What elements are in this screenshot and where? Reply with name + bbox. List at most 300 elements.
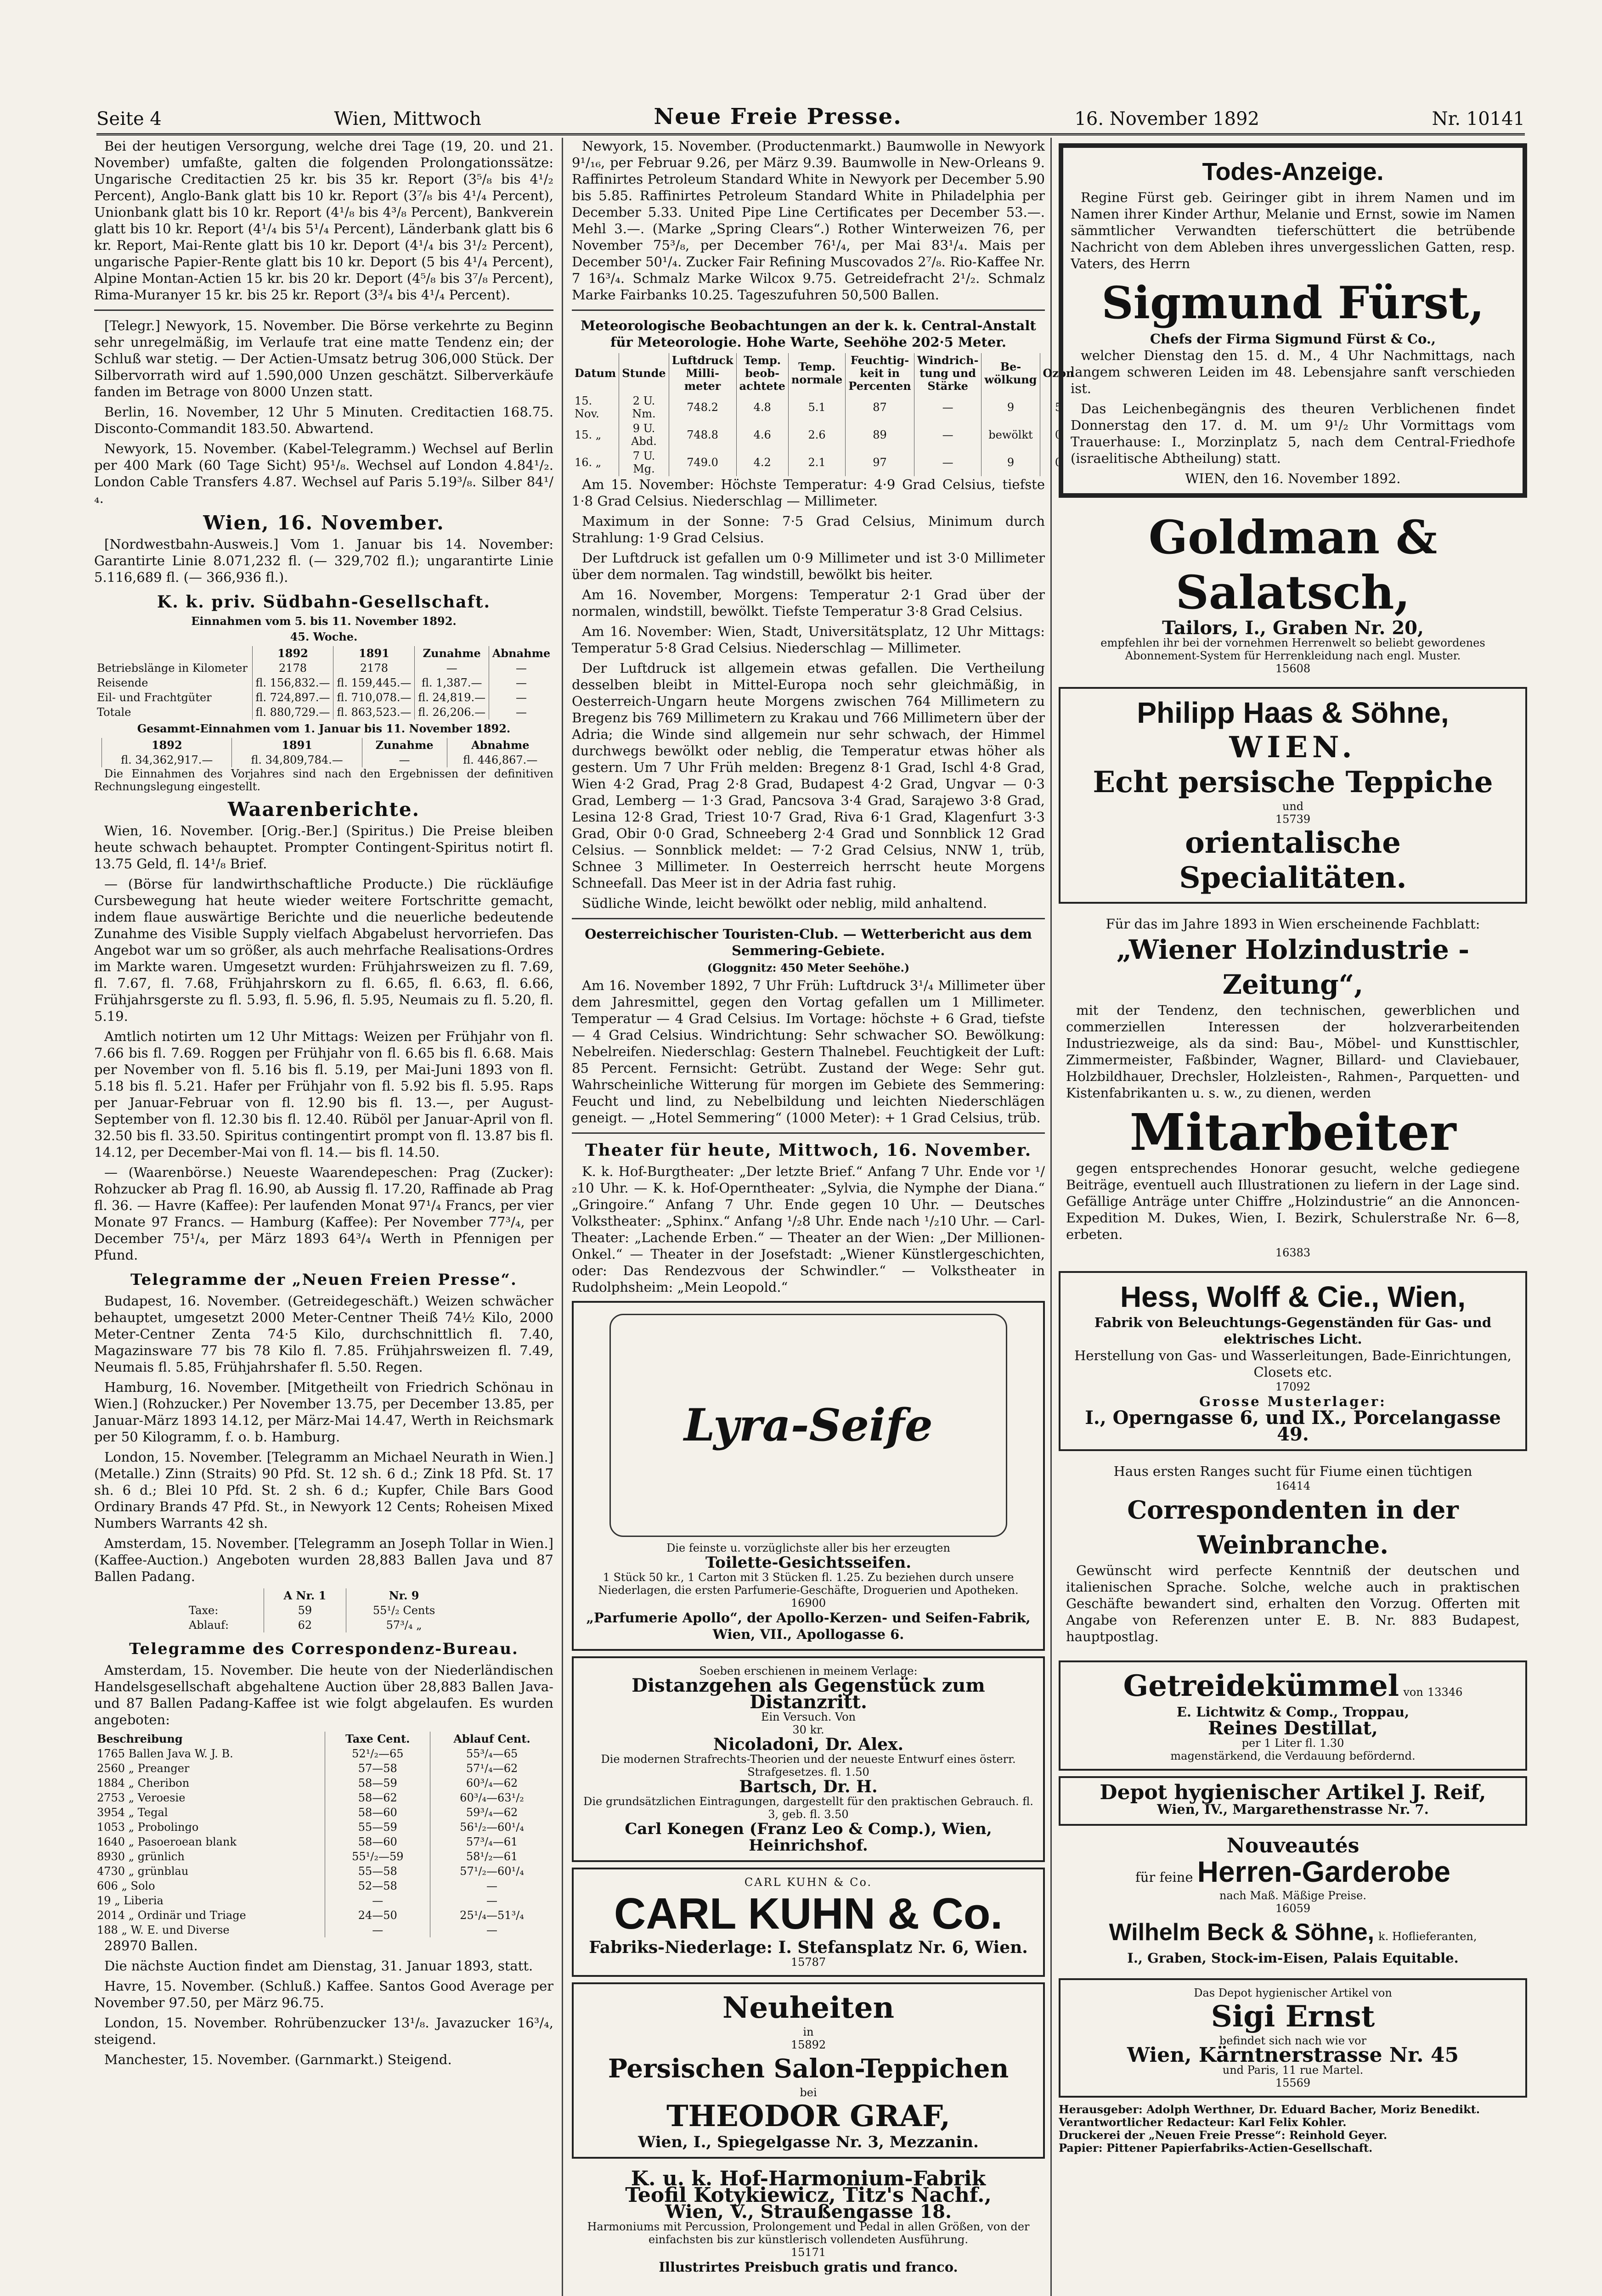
goldman-number: 15608 bbox=[1275, 662, 1311, 675]
newyork-cable-text: Newyork, 15. November. (Kabel-Telegramm.) Wechsel auf Berlin per 400 Mark (60 Tage Sicht) 95¹/₈. Wechsel auf London 4.84¹/₂. London Cable Transfers 4.87. Wechsel auf Paris 5.19³/₈. Silber 84¹/₄. bbox=[94, 441, 553, 506]
correspondenz-heading: Telegramme des Correspondenz-Bureau. bbox=[129, 1640, 519, 1658]
table-cell: 4.6 bbox=[736, 421, 788, 449]
beck-sub: nach Maß. Mäßige Preise. bbox=[1219, 1889, 1366, 1902]
graf-number: 15892 bbox=[790, 2038, 826, 2051]
table-cell: 5.1 bbox=[788, 394, 845, 421]
table-cell: Zunahme bbox=[362, 738, 447, 753]
table-cell: — bbox=[430, 1893, 553, 1908]
table-cell: Nr. 9 bbox=[346, 1588, 462, 1603]
table-cell: 55—59 bbox=[325, 1820, 430, 1835]
harm-foot: Illustrirtes Preisbuch gratis und franco. bbox=[659, 2259, 958, 2275]
table-header-row bbox=[572, 353, 1077, 394]
table-cell: 2560 „ Preanger bbox=[97, 1762, 190, 1775]
table-cell: 1053 „ Probolingo bbox=[97, 1821, 199, 1834]
table-cell: Temp. beob-achtete bbox=[736, 353, 788, 394]
lyra-brand: Lyra-Seife bbox=[684, 1399, 933, 1451]
ernst-paris: und Paris, 11 rue Martel. bbox=[1222, 2064, 1364, 2077]
table-cell: 2178 bbox=[333, 661, 415, 675]
table-row bbox=[94, 690, 553, 705]
table-row bbox=[94, 1879, 553, 1893]
graf-name: THEODOR GRAF, bbox=[666, 2099, 951, 2133]
table-cell: 60³/₄—63¹/₂ bbox=[430, 1790, 553, 1805]
beck-ad bbox=[1059, 1831, 1527, 1973]
table-cell: Totale bbox=[97, 706, 131, 719]
table-cell: 62 bbox=[264, 1618, 346, 1632]
table-cell: Stunde bbox=[619, 353, 669, 394]
touristen-sub: (Gloggnitz: 450 Meter Seehöhe.) bbox=[707, 961, 910, 974]
auction-total: 28970 Ballen. bbox=[104, 1938, 198, 1953]
weinbranche-ad bbox=[1059, 1457, 1527, 1655]
table-cell: 55¹/₂ Cents bbox=[346, 1603, 462, 1618]
table-header-row bbox=[94, 646, 553, 661]
meteo-text-3: Der Luftdruck ist gefallen um 0·9 Millimeter und ist 3·0 Millimeter über dem normalen. Tag windstill, bewölkt bis heiter. bbox=[572, 550, 1045, 582]
table-row bbox=[94, 1835, 553, 1849]
table-row bbox=[94, 1761, 553, 1776]
table-cell: fl. 446,867.— bbox=[447, 753, 553, 767]
harm-name: Teofil Kotykiewicz, Titz's Nachf., bbox=[625, 2183, 992, 2207]
meteo-text-5: Am 16. November: Wien, Stadt, Universitätsplatz, 12 Uhr Mittags: Temperatur 5·8 Grad Celsius. Niederschlag — Millimeter. bbox=[572, 624, 1045, 656]
table-cell: 1891 bbox=[333, 646, 415, 661]
touristen-text: Am 16. November 1892, 7 Uhr Früh: Luftdruck 3¹/₄ Millimeter über dem Jahresmittel, gegen den Vortag gefallen um 1 Millimeter. Temperatur — 4 Grad Celsius. Im Vortage: höchste + 6 Grad, tiefste — 4 Grad Celsius. Windrichtung: Sehr schwacher SO. Bewölkung: Nebelreifen. Niederschlag: Gestern Thalnebel. Feuchtigkeit der Luft: 85 Percent. Fernsicht: Getrübt. Zustand der Wege: Sehr gut. Wahrscheinliche Witterung für morgen im Gebiete des Semmering: Feucht und lind, zu Nebelbildung und leichten Niederschlägen geneigt. — „Hotel Semmering“ (1000 Meter): + 1 Grad Celsius, trüb. bbox=[572, 978, 1045, 1125]
table-cell: fl. 26,206.— bbox=[415, 705, 489, 720]
wein-title: Correspondenten in der Weinbranche. bbox=[1127, 1495, 1459, 1559]
meteo-table bbox=[572, 353, 1077, 476]
table-cell: fl. 1,387.— bbox=[415, 675, 489, 690]
column-middle bbox=[572, 138, 1074, 2296]
kuemmel-ad bbox=[1059, 1660, 1527, 1771]
table-cell: 52¹/₂—65 bbox=[325, 1746, 430, 1761]
table-row bbox=[94, 1923, 553, 1937]
table-cell: — bbox=[415, 661, 489, 675]
table-cell: 749.0 bbox=[669, 449, 736, 476]
table-cell bbox=[94, 646, 252, 661]
column-ads bbox=[1059, 138, 1527, 2296]
kuemmel-desc: magenstärkend, die Verdauung befördernd. bbox=[1170, 1750, 1416, 1762]
table-cell: 9 U. Abd. bbox=[619, 421, 669, 449]
imprint-line: Papier: Pittener Papierfabriks-Actien-Gesellschaft. bbox=[1059, 2141, 1373, 2155]
table-cell: — bbox=[914, 394, 982, 421]
hamburg-text: Hamburg, 16. November. [Mitgetheilt von Friedrich Schönau in Wien.] (Rohzucker.) Per November 13.75, per December 13.85, per Januar-März 1893 14.12, per März-Mai 14.47, Werth in Reichsmark per 50 Kilogramm, f. o. b. Hamburg. bbox=[94, 1379, 553, 1445]
meteo-text-1: Am 15. November: Höchste Temperatur: 4·9 Grad Celsius, tiefste 1·8 Grad Celsius. Niederschlag — Millimeter. bbox=[572, 477, 1045, 509]
havre-text: Havre, 15. November. (Schluß.) Kaffee. Santos Good Average per November 97.50, per März 96.75. bbox=[94, 1978, 553, 2010]
meteo-text-6: Der Luftdruck ist allgemein etwas gefallen. Die Vertheilung desselben bleibt in Mittel-Europa noch sehr gleichmäßig, in Oesterreich-Ungarn heute Morgens zwischen 764 Millimetern zu Bregenz bis 769 Millimetern zu Krakau und 766 Millimetern über der Adria; die Winde sind allgemein nur sehr schwach, der Himmel durchwegs bewölkt oder neblig, die Temperatur etwas höher als gestern. Um 7 Uhr Früh melden: Bregenz 8·1 Grad, Ischl 4·8 Grad, Wien 4·2 Grad, Prag 2·8 Grad, Budapest 4·2 Grad, Ungvar — 0·3 Grad, Lemberg — 1·3 Grad, Pancsova 3·4 Grad, Sarajewo 3·8 Grad, Lesina 12·8 Grad, Triest 10·7 Grad, Riva 6·1 Grad, Klagenfurt 3·3 Grad, Obir 0·0 Grad, Schneeberg 2·4 Grad und Sonnblick 12 Grad Celsius. — Sonnblick meldet: — 7·2 Grad Celsius, NNW 1, trüb, Schnee 3 Millimeter. In Oesterreich herrscht heute Morgens Schneefall. Das Meer ist in der Adria fast ruhig. bbox=[572, 660, 1045, 891]
table-cell: Abnahme bbox=[489, 646, 553, 661]
issue-date: 16. November 1892 bbox=[1074, 108, 1259, 129]
imprint bbox=[1059, 2103, 1527, 2155]
haas-city: WIEN. bbox=[1229, 730, 1357, 765]
lyra-logo bbox=[609, 1314, 1007, 1537]
prolongation-text: Bei der heutigen Versorgung, welche drei Tage (19, 20. und 21. November) umfaßte, galten die folgenden Prolongationssätze: Ungarische Creditactien 25 kr. bis 35 kr. Report (3⁵/₈ bis 4¹/₂ Percent), Anglo-Bank glatt bis 10 kr. Report (3⁷/₈ bis 4¹/₄ Percent), Unionbank glatt bis 10 kr. Report (4¹/₈ bis 4³/₈ Percent), Bankverein glatt bis 10 kr. Report (4¹/₄ bis 5¹/₄ Percent), Länderbank glatt bis 6 kr. Report, Mai-Rente glatt bis 10 kr. Deport (4¹/₄ bis 3¹/₂ Percent), ungarische Papier-Rente glatt bis 10 kr. Deport (5 bis 4¹/₄ Percent), Alpine Montan-Actien 15 kr. bis 20 kr. Deport (4⁵/₈ bis 3⁷/₈ Percent), Rima-Muranyer 15 kr. bis 25 kr. Report (3³/₄ bis 4¹/₄ Percent). bbox=[94, 138, 553, 303]
ernst-sub: befindet sich nach wie vor bbox=[1219, 2034, 1367, 2047]
table-cell: — bbox=[430, 1879, 553, 1893]
book-title: Distanzgehen als Gegenstück zum Distanzritt. bbox=[632, 1675, 985, 1713]
table-cell: Beschreibung bbox=[97, 1732, 183, 1745]
table-row bbox=[94, 661, 553, 675]
table-cell: 58—59 bbox=[325, 1776, 430, 1790]
table-row bbox=[94, 1893, 553, 1908]
table-cell: Ablauf Cent. bbox=[430, 1732, 553, 1746]
table-cell: Betriebslänge in Kilometer bbox=[97, 662, 248, 675]
publisher: Carl Konegen (Franz Leo & Comp.), Wien, Heinrichshof. bbox=[625, 1820, 992, 1855]
landwirtschaft-text: — (Börse für landwirthschaftliche Producte.) Die rückläufige Cursbewegung hat heute wieder weitere Fortschritte gemacht, indem flaue auswärtige Berichte und die neuerliche bedeutende Zunahme des Visible Supply vielfach Abgabelust hervorriefen. Das Angebot war um so größer, als auch mehrfache Realisations-Ordres im Markte waren. Umgesetzt wurden: Frühjahrsweizen zu fl. 7.69, fl. 7.67, fl. 7.68, Frühjahrskorn zu fl. 6.65, fl. 6.63, fl. 6.66, Frühjahrsgerste zu fl. 5.93, fl. 5.96, fl. 5.95, Neumais zu fl. 5.20, fl. 5.19. bbox=[94, 876, 553, 1024]
book2-desc: Die modernen Strafrechts-Theorien und der neueste Entwurf eines österr. Strafgesetzes. fl. 1.50 bbox=[601, 1753, 1016, 1778]
todes-text-2: welcher Dienstag den 15. d. M., 4 Uhr Nachmittags, nach langem schweren Leiden im 48. Lebensjahre sanft verschieden ist. bbox=[1071, 348, 1515, 396]
table-row bbox=[94, 1820, 553, 1835]
table-row bbox=[186, 1618, 462, 1632]
kuhn-sub: Fabriks-Niederlage: I. Stefansplatz Nr. 6, Wien. bbox=[589, 1938, 1028, 1957]
london-text: London, 15. November. [Telegramm an Michael Neurath in Wien.] (Metalle.) Zinn (Straits) 90 Pfd. St. 12 sh. 6 d.; Zink 18 Pfd. St. 17 sh. 6 d.; Blei 10 Pfd. St. 2 sh. 6 d.; Kupfer, Chile Bars Good Ordinary Brands 47 Pfd. St., in Newyork 12 Cents; Roheisen Mixed Numbers Warrants 42 sh. bbox=[94, 1449, 553, 1531]
table-cell: Zunahme bbox=[415, 646, 489, 661]
harm-desc: Harmoniums mit Percussion, Prolongement und Pedal in allen Größen, von der einfachsten bis zur künstlerisch vollendeten Ausführung. bbox=[587, 2220, 1030, 2246]
graf-bei: bei bbox=[800, 2086, 817, 2099]
beck-name: Wilhelm Beck & Söhne, bbox=[1109, 1919, 1374, 1946]
table-cell: 188 „ W. E. und Diverse bbox=[97, 1924, 230, 1936]
table-cell: 4.8 bbox=[736, 394, 788, 421]
table-cell: — bbox=[914, 421, 982, 449]
column-rule bbox=[562, 138, 563, 2296]
goldman-ad bbox=[1059, 503, 1527, 681]
todes-anzeige bbox=[1059, 143, 1527, 498]
ernst-name: Sigi Ernst bbox=[1211, 1999, 1375, 2034]
amsterdam-auction-text: Amsterdam, 15. November. Die heute von der Niederländischen Handelsgesellschaft abgehaltene Auction über 28,883 Ballen Java- und 87 Ballen Padang-Kaffee ist wie folgt abgelaufen. Es wurden angeboten: bbox=[94, 1662, 553, 1728]
taxe-table bbox=[186, 1588, 462, 1632]
budapest-text: Budapest, 16. November. (Getreidegeschäft.) Weizen schwächer behauptet, umgesetzt 2000 Meter-Centner Theiß 74½ Kilo, 2000 Meter-Centner Zenta 74·5 Kilo, durchschnittlich fl. 7.40, Magazinsware 77 bis 78 Kilo fl. 7.85. Frühjahrsweizen fl. 7.49, Neumais fl. 5.85, Frühjahrshafer fl. 5.50. Regen. bbox=[94, 1293, 553, 1375]
table-cell: 55¹/₂—59 bbox=[325, 1849, 430, 1864]
lyra-firm: „Parfumerie Apollo“, der Apollo-Kerzen- und Seifen-Fabrik, Wien, VII., Apollogasse 6. bbox=[586, 1610, 1031, 1642]
divider bbox=[572, 918, 1045, 919]
kuemmel-price: per 1 Liter fl. 1.30 bbox=[1241, 1737, 1344, 1750]
table-cell: 7 U. Mg. bbox=[619, 449, 669, 476]
wein-intro: Haus ersten Ranges sucht für Fiume einen tüchtigen bbox=[1113, 1463, 1472, 1479]
table-row bbox=[186, 1603, 462, 1618]
todes-place: WIEN, den 16. November 1892. bbox=[1185, 471, 1401, 486]
table-cell: 0 bbox=[1040, 421, 1077, 449]
harmonium-ad bbox=[572, 2164, 1045, 2282]
book3-desc: Die grundsätzlichen Eintragungen, dargestellt für den praktischen Gebrauch. fl. 3, geb. fl. 3.50 bbox=[583, 1795, 1033, 1821]
table-cell: 1892 bbox=[102, 738, 232, 753]
table-cell: Feuchtig-keit in Percenten bbox=[846, 353, 914, 394]
newyork-produce-text: Newyork, 15. November. (Productenmarkt.) Baumwolle in Newyork 9¹/₁₆, per Februar 9.26, per März 9.39. Baumwolle in New-Orleans 9. Raffinirtes Petroleum Standard White in Newyork per December 5.90 bis 5.85. Raffinirtes Petroleum Standard White in Philadelphia per December 5.33. United Pipe Line Certificates per December 53.—. Mehl 3.—. (Marke „Spring Clears“.) Rother Winterweizen 76, per November 75³/₈, per December 76¹/₄, per Mai 83¹/₄. Mais per December 50¹/₄. Zucker Fair Refining Muscovados 2⁷/₈. Rio-Kaffee Nr. 7 16³/₄. Schmalz Marke Wilcox 9.75. Getreidefracht 2¹/₂. Schmalz Marke Fairbanks 10.25. Tageszufuhren 50,500 Ballen. bbox=[572, 138, 1045, 303]
table-cell: — bbox=[325, 1893, 430, 1908]
table-cell: fl. 880,729.— bbox=[252, 705, 333, 720]
amsterdam-text: Amsterdam, 15. November. [Telegramm an Joseph Tollar in Wien.] (Kaffee-Auction.) Angeboten wurden 28,883 Ballen Java und 87 Ballen Padang. bbox=[94, 1536, 553, 1584]
table-cell: 59³/₄—62 bbox=[430, 1805, 553, 1820]
beck-hof: k. Hoflieferanten, bbox=[1378, 1930, 1477, 1943]
table-header-row bbox=[186, 1588, 462, 1603]
graf-head: Neuheiten bbox=[722, 1991, 895, 2025]
todes-text-1: Regine Fürst geb. Geiringer gibt in ihrem Namen und im Namen ihrer Kinder Arthur, Melanie und Ernst, sowie im Namen sämmtlicher Verwandten tieferschüttert die betrübende Nachricht von dem Ableben ihres unvergesslichen Gatten, resp. Vaters, des Herrn bbox=[1071, 190, 1515, 271]
table-cell: 58¹/₂—61 bbox=[430, 1849, 553, 1864]
todes-role: Chefs der Firma Sigmund Fürst & Co., bbox=[1150, 331, 1436, 347]
table-cell: 5 bbox=[1040, 394, 1077, 421]
kuemmel-number: 13346 bbox=[1427, 1686, 1463, 1699]
haas-und: und bbox=[1282, 800, 1304, 813]
table-row bbox=[94, 1849, 553, 1864]
hess-name: Hess, Wolff & Cie., Wien, bbox=[1120, 1280, 1466, 1313]
table-cell: 87 bbox=[846, 394, 914, 421]
auction-table bbox=[94, 1732, 553, 1937]
table-row bbox=[94, 1805, 553, 1820]
table-cell: fl. 156,832.— bbox=[252, 675, 333, 690]
table-row bbox=[94, 1864, 553, 1879]
todes-heading: Todes-Anzeige. bbox=[1202, 158, 1384, 186]
beck-head: Nouveautés bbox=[1226, 1834, 1359, 1857]
london-sugar-text: London, 15. November. Rohrübenzucker 13¹/₈. Javazucker 16³/₄, steigend. bbox=[94, 2015, 553, 2047]
table-cell: 57¹/₂—60¹/₄ bbox=[430, 1864, 553, 1879]
meteo-text-4: Am 16. November, Morgens: Temperatur 2·1 Grad über der normalen, windstill, bewölkt. Tiefste Temperatur 3·8 Grad Celsius. bbox=[572, 587, 1045, 619]
graf-in: in bbox=[803, 2026, 814, 2038]
book3-name: Bartsch, Dr. H. bbox=[739, 1777, 878, 1796]
table-cell: 58—60 bbox=[325, 1805, 430, 1820]
table-cell: Taxe Cent. bbox=[325, 1732, 430, 1746]
table-cell: 2753 „ Veroesie bbox=[97, 1791, 186, 1804]
table-cell: Eil- und Frachtgüter bbox=[97, 691, 212, 704]
wein-desc: Gewünscht wird perfecte Kenntniß der deutschen und italienischen Sprache. Solche, welche auch in praktischen Geschäfte bewandert sind, erhalten den Vorzug. Offerten mit Angabe von Referenzen unter E. B. Nr. 883 Budapest, hauptpostlag. bbox=[1066, 1563, 1520, 1644]
masthead bbox=[96, 102, 1525, 135]
todes-name: Sigmund Fürst, bbox=[1101, 277, 1484, 329]
table-row bbox=[94, 1776, 553, 1790]
table-cell: fl. 710,078.— bbox=[333, 690, 415, 705]
kuhn-name: CARL KUHN & Co. bbox=[614, 1889, 1003, 1938]
haas-line2: orientalische Specialitäten. bbox=[1179, 826, 1407, 895]
lyra-number: 16900 bbox=[790, 1597, 826, 1609]
spiritus-text: Wien, 16. November. [Orig.-Ber.] (Spiritus.) Die Preise bleiben heute schwach behauptet. Prompter Contingent-Spiritus notirt fl. 13.75 Geld, fl. 14¹/₈ Brief. bbox=[94, 823, 553, 872]
table-cell: 57¹/₄—62 bbox=[430, 1761, 553, 1776]
hess-number: 17092 bbox=[1275, 1380, 1311, 1393]
table-row bbox=[572, 394, 1077, 421]
imprint-line: Druckerei der „Neuen Freie Presse“: Reinhold Geyer. bbox=[1059, 2128, 1388, 2142]
kuemmel-von: von bbox=[1403, 1686, 1423, 1699]
auction-next: Die nächste Auction findet am Dienstag, 31. Januar 1893, statt. bbox=[104, 1958, 533, 1974]
beck-addr: I., Graben, Stock-im-Eisen, Palais Equitable. bbox=[1127, 1950, 1459, 1966]
sigi-ernst-ad bbox=[1059, 1978, 1527, 2098]
reif-addr: Wien, IV., Margarethenstrasse Nr. 7. bbox=[1157, 1801, 1429, 1817]
imprint-line: Verantwortlicher Redacteur: Karl Felix Kohler. bbox=[1059, 2116, 1347, 2129]
table-cell: 606 „ Solo bbox=[97, 1880, 155, 1892]
table-cell: 4730 „ grünblau bbox=[97, 1865, 189, 1878]
table-cell: fl. 724,897.— bbox=[252, 690, 333, 705]
divider bbox=[572, 1132, 1045, 1134]
book-price: 30 kr. bbox=[792, 1723, 824, 1736]
graf-title: Persischen Salon-Teppichen bbox=[608, 2054, 1009, 2084]
holz-intro: Für das im Jahre 1893 in Wien erscheinende Fachblatt: bbox=[1106, 916, 1480, 932]
table-cell: 25¹/₄—51³/₄ bbox=[430, 1908, 553, 1923]
table-cell: 0 bbox=[1040, 449, 1077, 476]
meteo-text-2: Maximum in der Sonne: 7·5 Grad Celsius, Minimum durch Strahlung: 1·9 Grad Celsius. bbox=[572, 513, 1045, 546]
lyra-desc: 1 Stück 50 kr., 1 Carton mit 3 Stücken fl. 1.25. Zu beziehen durch unsere Niederlagen, die ersten Parfumerie-Geschäfte, Droguerien und Apotheken. bbox=[598, 1571, 1019, 1597]
place-day: Wien, Mittwoch bbox=[334, 108, 481, 129]
table-cell: fl. 863,523.— bbox=[333, 705, 415, 720]
suedbahn-table bbox=[94, 646, 553, 720]
table-row bbox=[94, 753, 553, 767]
table-cell: 57³/₄—61 bbox=[430, 1835, 553, 1849]
lyra-line: Toilette-Gesichtsseifen. bbox=[705, 1553, 912, 1572]
table-cell: Reisende bbox=[97, 676, 148, 689]
table-cell bbox=[94, 753, 102, 767]
waarenboerse-text: — (Waarenbörse.) Neueste Waarendepeschen: Prag (Zucker): Rohzucker ab Prag fl. 16.90, ab Aussig fl. 17.20, Raffinade ab Prag fl. 36. — Havre (Kaffee): Per laufenden Monat 97¹/₄ Francs, per vier Monate 97 Francs. — Hamburg (Kaffee): Per November 77³/₄, per December 75¹/₄, per März 1893 64³/₄ Werth in Pfennigen per Pfund. bbox=[94, 1165, 553, 1263]
table-cell: 59 bbox=[264, 1603, 346, 1618]
table-cell: fl. 24,819.— bbox=[415, 690, 489, 705]
nordwest-text: [Nordwestbahn-Ausweis.] Vom 1. Januar bis 14. November: Garantirte Linie 8.071,232 fl. (— 329,702 fl.); ungarantirte Linie 5.116,689 fl. (— 366,936 fl.). bbox=[94, 536, 553, 585]
table-cell: 8930 „ grünlich bbox=[97, 1850, 185, 1863]
table-row bbox=[94, 675, 553, 690]
table-cell: 4.2 bbox=[736, 449, 788, 476]
hess-addr: I., Operngasse 6, und IX., Porcelangasse 49. bbox=[1085, 1407, 1501, 1445]
table-cell: 15. „ bbox=[575, 428, 602, 441]
suedbahn-total-table bbox=[94, 738, 553, 767]
ernst-addr: Wien, Kärntnerstrasse Nr. 45 bbox=[1127, 2043, 1459, 2067]
hess-wolff-ad bbox=[1059, 1271, 1527, 1451]
holz-number: 16383 bbox=[1275, 1246, 1311, 1259]
table-cell: Datum bbox=[575, 366, 616, 380]
berlin-text: Berlin, 16. November, 12 Uhr 5 Minuten. Creditactien 168.75. Disconto-Commandit 183.50. Abwartend. bbox=[94, 404, 553, 436]
table-cell: — bbox=[362, 753, 447, 767]
table-cell: Ablauf: bbox=[189, 1619, 229, 1632]
table-cell: 2.1 bbox=[788, 449, 845, 476]
table-cell: Temp. normale bbox=[788, 353, 845, 394]
table-cell: Taxe: bbox=[189, 1604, 219, 1617]
newspaper-title: Neue Freie Presse. bbox=[654, 104, 902, 129]
hess-desc2: Herstellung von Gas- und Wasserleitungen, Bade-Einrichtungen, Closets etc. bbox=[1074, 1348, 1512, 1380]
wien-heading: Wien, 16. November. bbox=[203, 512, 445, 534]
table-cell: fl. 34,809,784.— bbox=[232, 753, 362, 767]
table-cell: 55—58 bbox=[325, 1864, 430, 1879]
table-cell: 2178 bbox=[252, 661, 333, 675]
table-cell: A Nr. 1 bbox=[264, 1588, 346, 1603]
harm-number: 15171 bbox=[790, 2246, 826, 2259]
table-cell: — bbox=[489, 675, 553, 690]
touristen-heading: Oesterreichischer Touristen-Club. — Wetterbericht aus dem Semmering-Gebiete. bbox=[585, 926, 1032, 958]
kuhn-tag: CARL KUHN & Co. bbox=[744, 1876, 873, 1889]
table-cell: 55³/₄—65 bbox=[430, 1746, 553, 1761]
table-cell: Be-wölkung bbox=[982, 353, 1040, 394]
kuemmel-firm: E. Lichtwitz & Comp., Troppau, bbox=[1176, 1704, 1410, 1720]
table-cell: 748.8 bbox=[669, 421, 736, 449]
kuemmel-name: Getreidekümmel bbox=[1123, 1669, 1399, 1703]
table-cell: 2 U. Nm. bbox=[619, 394, 669, 421]
table-row bbox=[572, 421, 1077, 449]
table-cell: fl. 159,445.— bbox=[333, 675, 415, 690]
meteo-heading: Meteorologische Beobachtungen an der k. k. Central-Anstalt für Meteorologie. Hohe Warte, Seehöhe 202·5 Meter. bbox=[581, 318, 1036, 350]
goldman-name: Goldman & Salatsch, bbox=[1148, 510, 1438, 619]
table-cell: 16. „ bbox=[575, 456, 602, 469]
table-cell: — bbox=[914, 449, 982, 476]
imprint-line: Herausgeber: Adolph Werthner, Dr. Eduard Bacher, Moriz Benedikt. bbox=[1059, 2103, 1480, 2116]
beck-fuer: für feine bbox=[1135, 1869, 1193, 1885]
table-cell: 57³/₄ „ bbox=[346, 1618, 462, 1632]
table-cell: 24—50 bbox=[325, 1908, 430, 1923]
table-cell: — bbox=[489, 690, 553, 705]
theater-heading: Theater für heute, Mittwoch, 16. November. bbox=[585, 1141, 1032, 1160]
holz-big: Mitarbeiter bbox=[1129, 1103, 1456, 1162]
table-cell: Abnahme bbox=[447, 738, 553, 753]
book2-name: Nicoladoni, Dr. Alex. bbox=[713, 1735, 904, 1754]
table-cell: 9 bbox=[982, 449, 1040, 476]
table-cell: 1892 bbox=[252, 646, 333, 661]
suedbahn-subheading: Einnahmen vom 5. bis 11. November 1892. bbox=[191, 614, 457, 628]
table-cell: bewölkt bbox=[982, 421, 1040, 449]
table-header-row bbox=[94, 738, 553, 753]
beck-big: Herren-Garderobe bbox=[1197, 1855, 1450, 1888]
table-cell: — bbox=[489, 705, 553, 720]
table-row bbox=[94, 1908, 553, 1923]
table-cell: 2014 „ Ordinär und Triage bbox=[97, 1909, 246, 1922]
divider bbox=[94, 310, 553, 311]
ernst-intro: Das Depot hygienischer Artikel von bbox=[1194, 1986, 1392, 1999]
lyra-seife-ad bbox=[572, 1301, 1045, 1651]
table-cell: 57—58 bbox=[325, 1761, 430, 1776]
table-cell: Windrich-tung und Stärke bbox=[914, 353, 982, 394]
amtlich-text: Amtlich notirten um 12 Uhr Mittags: Weizen per Frühjahr von fl. 7.66 bis fl. 7.69. Roggen per Frühjahr von fl. 6.65 bis fl. 6.68. Mais per November von fl. 5.16 bis fl. 5.19, per Mai-Juni 1893 von fl. 5.18 bis fl. 5.21. Hafer per Frühjahr von fl. 5.92 bis fl. 5.95. Raps per Januar-Februar von fl. 12.90 bis fl. 13.—, per August-September von fl. 12.30 bis fl. 12.40. Rüböl per Januar-April von fl. 32.50 bis fl. 33.50. Spiritus contingentirt prompt von fl. 13.87 bis fl. 14.12, per December-Mai von fl. 14.— bis fl. 14.50. bbox=[94, 1029, 553, 1160]
suedbahn-week: 45. Woche. bbox=[290, 630, 358, 643]
hess-desc: Fabrik von Beleuchtungs-Gegenständen für Gas- und elektrisches Licht. bbox=[1094, 1315, 1492, 1347]
meteo-text-7: Südliche Winde, leicht bewölkt oder neblig, mild anhaltend. bbox=[582, 895, 987, 911]
ernst-number: 15569 bbox=[1275, 2077, 1311, 2089]
manchester-text: Manchester, 15. November. (Garnmarkt.) Steigend. bbox=[104, 2052, 452, 2067]
reif-ad bbox=[1059, 1776, 1527, 1826]
table-cell: fl. 34,362,917.— bbox=[102, 753, 232, 767]
table-cell: 60³/₄—62 bbox=[430, 1776, 553, 1790]
kuemmel-sub: Reines Destillat, bbox=[1208, 1717, 1378, 1739]
carl-kuhn-ad bbox=[572, 1868, 1045, 1977]
theater-text: K. k. Hof-Burgtheater: „Der letzte Brief.“ Anfang 7 Uhr. Ende vor ¹/₂10 Uhr. — K. k. Hof-Operntheater: „Sylvia, die Nymphe der Diana.“ „Gringoire.“ Anfang 7 Uhr. Ende gegen 10 Uhr. — Deutsches Volkstheater: „Sphinx.“ Anfang ¹/₂8 Uhr. Ende nach ¹/₂10 Uhr. — Carl-Theater: „Lachende Erben.“ — Theater an der Wien: „Der Millionen-Onkel.“ — Theater in der Josefstadt: „Wiener Künstlergeschichten, oder: Das Rendezvous der Schwindler.“ — Volkstheater in Rudolphsheim: „Mein Leopold.“ bbox=[572, 1164, 1045, 1295]
table-cell: — bbox=[325, 1923, 430, 1937]
wein-number: 16414 bbox=[1275, 1480, 1311, 1492]
book-intro: Soeben erschienen in meinem Verlage: bbox=[699, 1665, 918, 1677]
holz-desc2: gegen entsprechendes Honorar gesucht, welche gediegene Beiträge, eventuell auch Illustrationen zu liefern in der Lage sind. Gefällige Anträge unter Chiffre „Holzindustrie“ an die Annoncen-Expedition M. Dukes, Wien, I. Bezirk, Schulerstraße Nr. 6—8, erbeten. bbox=[1066, 1160, 1520, 1242]
table-row bbox=[572, 449, 1077, 476]
table-cell: 97 bbox=[846, 449, 914, 476]
telegramme-heading: Telegramme der „Neuen Freien Presse“. bbox=[130, 1271, 517, 1289]
holz-title: „Wiener Holzindustrie - Zeitung“, bbox=[1116, 934, 1470, 1000]
table-cell bbox=[186, 1588, 264, 1603]
table-cell bbox=[94, 738, 102, 753]
kuhn-number: 15787 bbox=[790, 1956, 826, 1969]
table-cell: Luftdruck Milli-meter bbox=[669, 353, 736, 394]
page-number: Seite 4 bbox=[96, 108, 162, 129]
divider bbox=[572, 310, 1045, 311]
table-cell: 3954 „ Tegal bbox=[97, 1806, 168, 1819]
column-finance bbox=[94, 138, 553, 2296]
table-header-row bbox=[94, 1732, 553, 1746]
goldman-addr: Tailors, I., Graben Nr. 20, bbox=[1162, 617, 1424, 639]
book-author: Ein Versuch. Von bbox=[761, 1711, 856, 1723]
table-cell: 2.6 bbox=[788, 421, 845, 449]
konegen-book-ad bbox=[572, 1656, 1045, 1862]
table-cell: 58—62 bbox=[325, 1790, 430, 1805]
table-cell: 1884 „ Cheribon bbox=[97, 1777, 190, 1790]
harm-head: K. u. k. Hof-Harmonium-Fabrik bbox=[631, 2167, 986, 2190]
holz-desc: mit der Tendenz, den technischen, gewerblichen und commerziellen Interessen der holzverarbeitenden Industriezweige, als da sind: Bau-, Möbel- und Kunsttischler, Zimmermeister, Faßbinder, Wagner, Billard- und Claviebauer, Holzbildhauer, Drechsler, Holzleisten-, Rahmen-, Parquetten- und Kistenfabrikanten u. s. w., zu dienen, werden bbox=[1066, 1002, 1520, 1101]
graf-addr: Wien, I., Spiegelgasse Nr. 3, Mezzanin. bbox=[638, 2133, 979, 2151]
haas-ad bbox=[1059, 687, 1527, 904]
suedbahn-note: Die Einnahmen des Vorjahres sind nach den Ergebnissen der definitiven Rechnungslegung eingestellt. bbox=[94, 767, 553, 793]
suedbahn-heading: K. k. priv. Südbahn-Gesellschaft. bbox=[157, 592, 491, 612]
table-cell: 52—58 bbox=[325, 1879, 430, 1893]
lyra-side: Die feinste u. vorzüglichste aller bis her erzeugten bbox=[666, 1542, 950, 1554]
harm-addr: Wien, V., Straußengasse 18. bbox=[665, 2201, 952, 2223]
table-cell: 58—60 bbox=[325, 1835, 430, 1849]
newyork-stock-text: [Telegr.] Newyork, 15. November. Die Börse verkehrte zu Beginn sehr unregelmäßig, im Verlaufe trat eine matte Tendenz ein; der Schluß war stetig. — Der Actien-Umsatz betrug 306,000 Stück. Der Silbervorrath wird auf 1.590,000 Unzen geschätzt. Silberverkäufe fanden im Betrage von 8000 Unzen statt. bbox=[94, 318, 553, 400]
haas-name: Philipp Haas & Söhne, bbox=[1137, 696, 1449, 729]
haas-line1: Echt persische Teppiche bbox=[1093, 765, 1493, 799]
hess-muster: Grosse Musterlager: bbox=[1199, 1394, 1387, 1409]
table-row bbox=[94, 1790, 553, 1805]
table-cell: — bbox=[489, 661, 553, 675]
beck-number: 16059 bbox=[1275, 1902, 1311, 1915]
table-cell: 1765 Ballen Java W. J. B. bbox=[97, 1747, 233, 1760]
table-cell: 9 bbox=[982, 394, 1040, 421]
